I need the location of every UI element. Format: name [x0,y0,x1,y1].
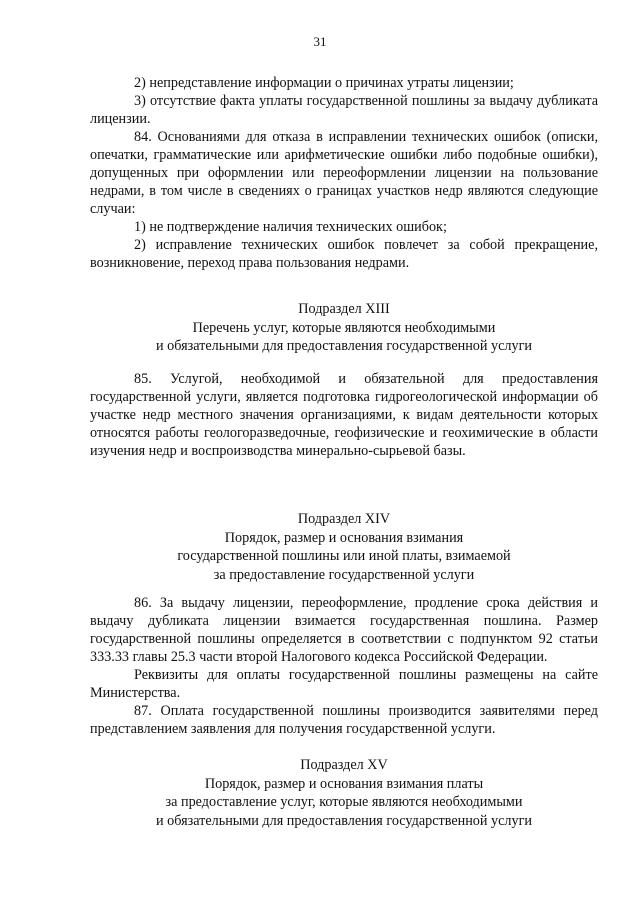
section-heading-line: и обязательными для предоставления государственной услуги [155,812,533,829]
section-heading-line: Перечень услуг, которые являются необходимыми [192,319,496,336]
paragraph: 2) непредставление информации о причинах утраты лицензии; [134,75,514,91]
section-heading-line: государственной пошлины или иной платы, взимаемой [177,548,511,564]
paragraph: 85. Услугой, необходимой и обязательной для предоставления государственной услуги, является подготовка гидрогеологической информации об участке недр местного значения организациями, к видам деятельности которых относятся работы геологоразведочные, геофизические и геохимические в области изучения недр и воспроизводства минерально-сырьевой базы. [90,371,598,459]
section-heading-14 [90,510,598,584]
section-heading-line: за предоставление государственной услуги [213,566,475,583]
section-heading-line: и обязательными для предоставления государственной услуги [155,338,533,354]
paragraph-block-top [90,74,598,272]
paragraph: 87. Оплата государственной пошлины производится заявителями перед представлением заявления для получения государственной услуги. [90,703,598,737]
section-heading-line: за предоставление услуг, которые являются необходимыми [165,794,523,810]
section-heading-line: Порядок, размер и основания взимания платы [204,775,484,792]
section-title: Подраздел XV [300,757,388,773]
section-title: Подраздел XIV [297,511,391,527]
paragraph: Реквизиты для оплаты государственной пошлины размещены на сайте Министерства. [90,667,598,701]
section-heading-13 [90,300,598,356]
section-14-body [90,594,598,738]
section-title: Подраздел XIII [298,301,390,317]
paragraph: 86. За выдачу лицензии, переоформление, продление срока действия и выдачу дубликата лицензии взимается государственная пошлина. Размер государственной пошлины определяется в соответствии с подпунктом 92 статьи 333.33 главы 25.3 части второй Налогового кодекса Российской Федерации. [90,595,598,665]
section-13-body [90,370,598,460]
paragraph: 2) исправление технических ошибок повлечет за собой прекращение, возникновение, переход права пользования недрами. [90,237,598,271]
page-number: 31 [313,34,327,49]
section-heading-15 [90,756,598,830]
section-heading-line: Порядок, размер и основания взимания [224,529,464,546]
paragraph: 1) не подтверждение наличия технических ошибок; [134,219,447,235]
paragraph: 3) отсутствие факта уплаты государственной пошлины за выдачу дубликата лицензии. [90,93,598,127]
paragraph: 84. Основаниями для отказа в исправлении технических ошибок (описки, опечатки, грамматические или арифметические ошибки либо подобные ошибки), допущенных при оформлении или переоформлении лицензии на пользование недрами, в том числе в сведениях о границах участков недр являются следующие случаи: [90,129,598,217]
